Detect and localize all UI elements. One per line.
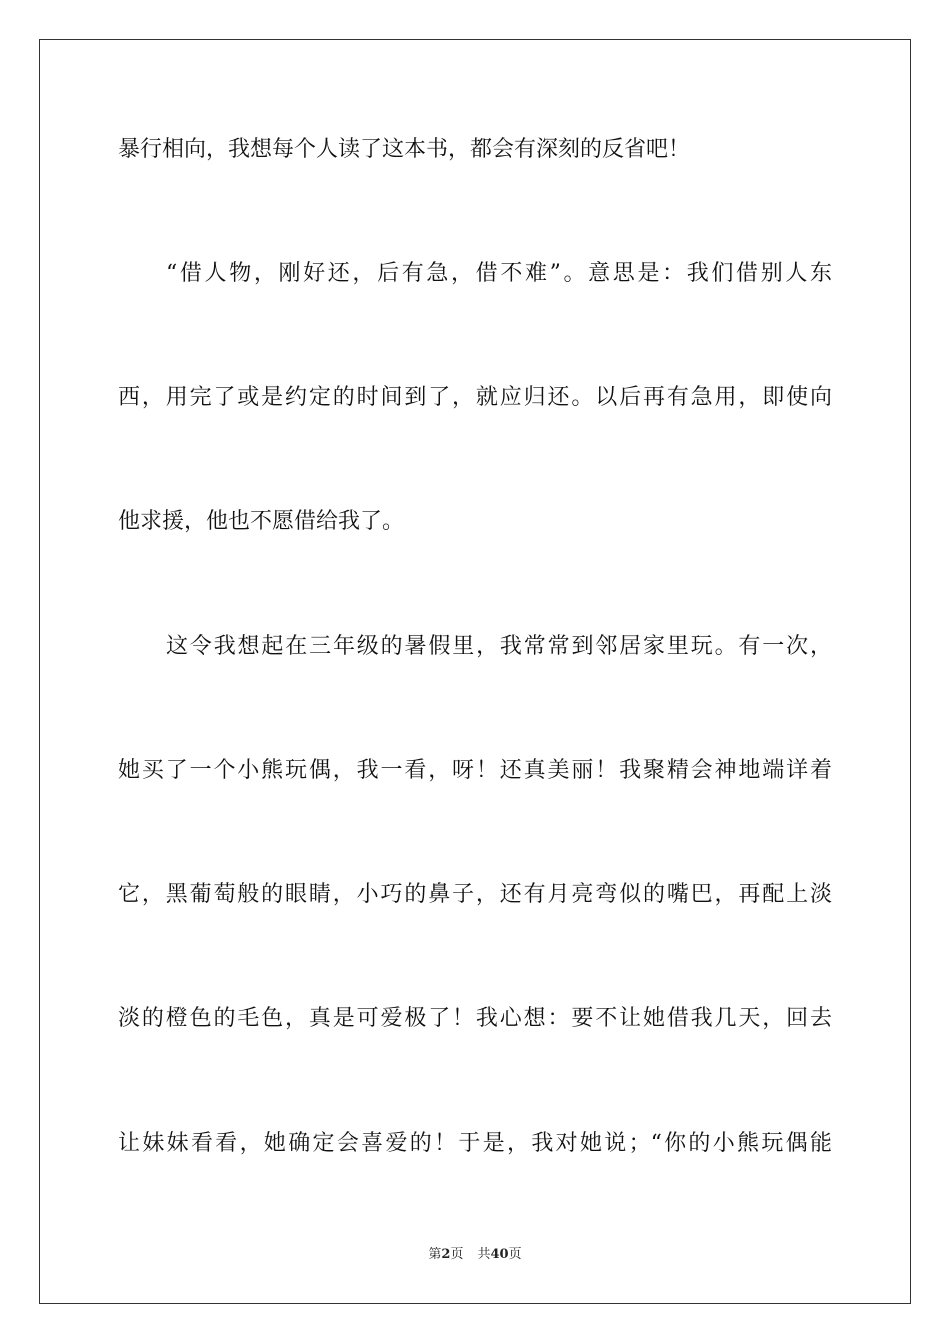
page-number: 2 (441, 1247, 451, 1262)
text-line-4: 他求援，他也不愿借给我了。 (118, 509, 405, 534)
total-prefix: 共 (477, 1247, 491, 1262)
text-line-1: 暴行相向，我想每个人读了这本书，都会有深刻的反省吧！ (118, 137, 691, 162)
text-line-7: 它，黑葡萄般的眼睛，小巧的鼻子，还有月亮弯似的嘴巴，再配上淡 (118, 882, 832, 907)
total-suffix: 页 (508, 1247, 522, 1262)
text-line-3: 西，用完了或是约定的时间到了，就应归还。以后再有急用，即使向 (118, 385, 832, 410)
page-footer (0, 1246, 950, 1264)
page-suffix: 页 (450, 1247, 464, 1262)
page-prefix: 第 (428, 1247, 442, 1262)
total-pages: 40 (490, 1247, 509, 1262)
text-line-8: 淡的橙色的毛色，真是可爱极了！我心想：要不让她借我几天，回去 (118, 1006, 832, 1031)
page-border (39, 39, 911, 1304)
text-line-9: 让妹妹看看，她确定会喜爱的！于是，我对她说；“你的小熊玩偶能 (118, 1131, 832, 1156)
text-line-5: 这令我想起在三年级的暑假里，我常常到邻居家里玩。有一次， (166, 634, 832, 659)
text-line-2: “借人物，刚好还，后有急，借不难”。意思是：我们借别人东 (166, 261, 832, 286)
text-line-6: 她买了一个小熊玩偶，我一看，呀！还真美丽！我聚精会神地端详着 (118, 758, 832, 783)
